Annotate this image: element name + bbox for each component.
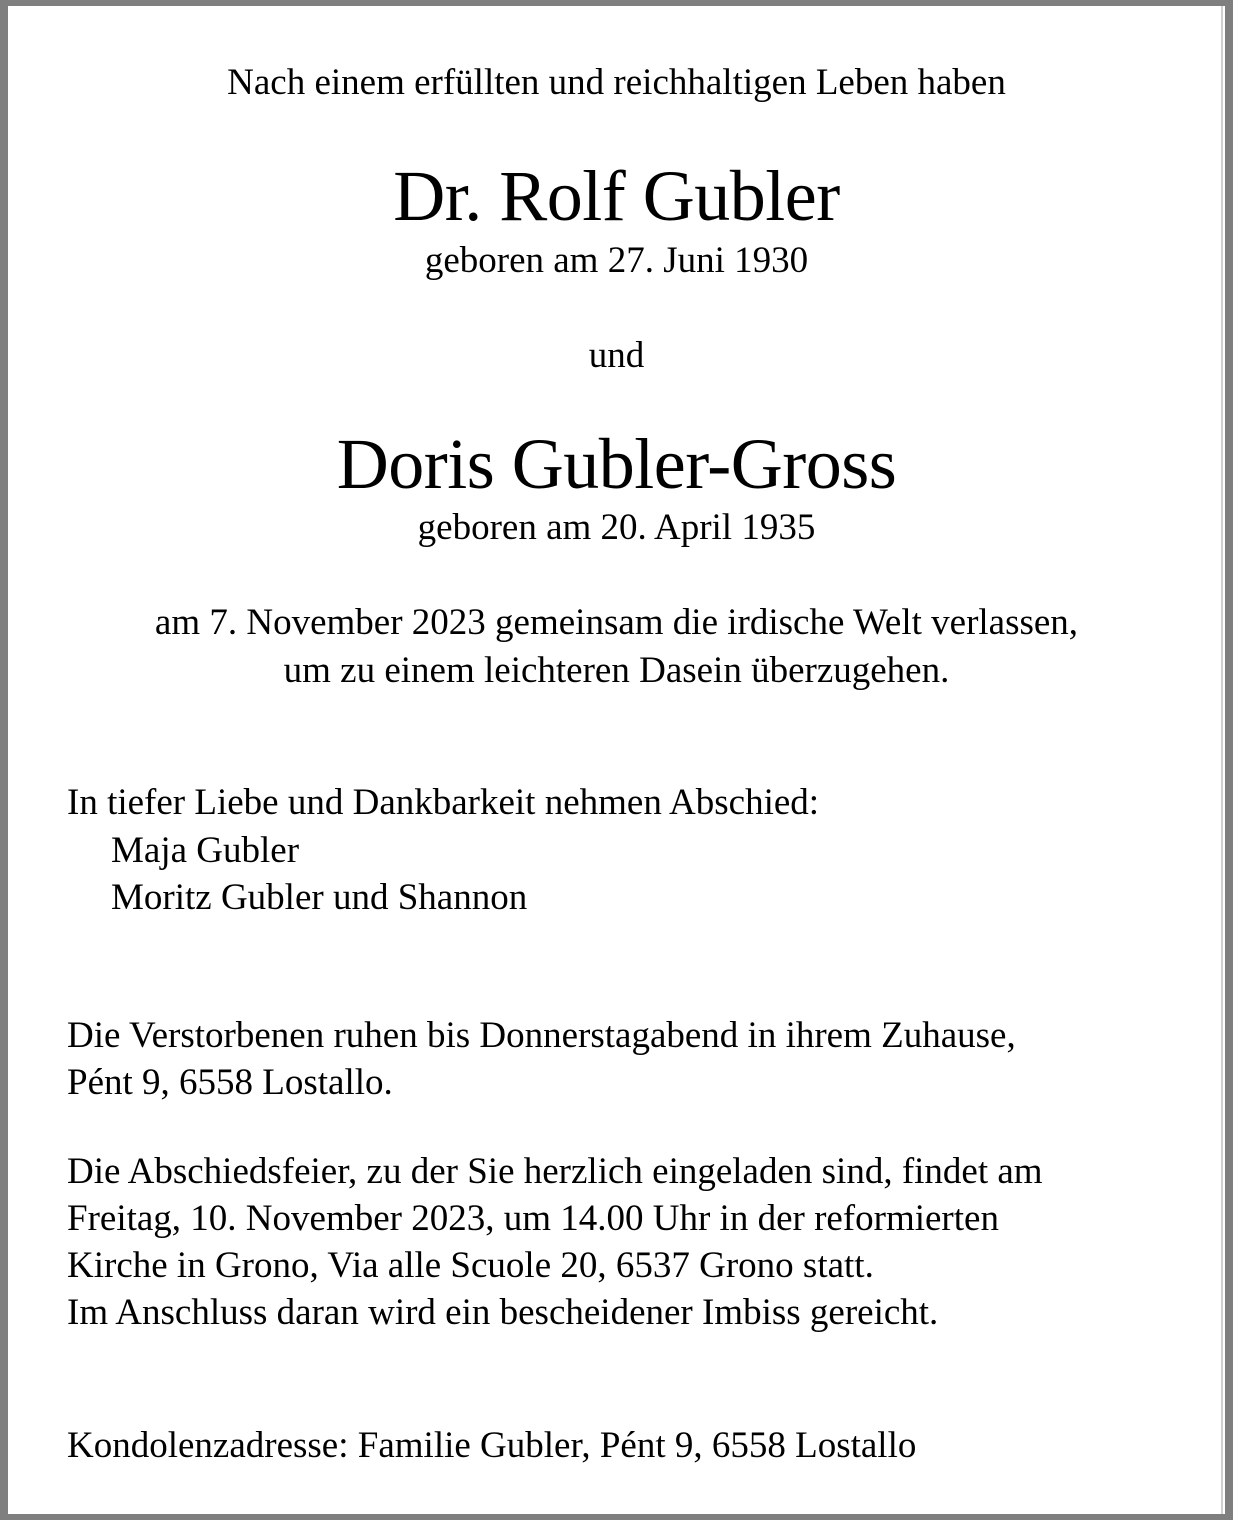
conjunction-text: und bbox=[588, 335, 645, 376]
resting-line: Pént 9, 6558 Lostallo. bbox=[67, 1062, 393, 1103]
ceremony-line: Die Abschiedsfeier, zu der Sie herzlich eingeladen sind, findet am bbox=[67, 1151, 1043, 1192]
birth-date-1: geboren am 27. Juni 1930 bbox=[424, 240, 809, 281]
deceased-name-1: Dr. Rolf Gubler bbox=[393, 156, 840, 236]
deceased-name-2: Doris Gubler-Gross bbox=[336, 424, 897, 504]
ceremony-line: Freitag, 10. November 2023, um 14.00 Uhr in der reformierten bbox=[67, 1198, 999, 1239]
intro-text: Nach einem erfüllten und reichhaltigen Leben haben bbox=[227, 62, 1006, 103]
mourner-name: Maja Gubler bbox=[111, 830, 300, 871]
passing-line: um zu einem leichteren Dasein überzugehen. bbox=[283, 650, 950, 691]
birth-date-2: geboren am 20. April 1935 bbox=[417, 507, 816, 548]
resting-line: Die Verstorbenen ruhen bis Donnerstagabend in ihrem Zuhause, bbox=[67, 1015, 1016, 1056]
passing-line: am 7. November 2023 gemeinsam die irdische Welt verlassen, bbox=[154, 602, 1079, 643]
mourners-heading: In tiefer Liebe und Dankbarkeit nehmen Abschied: bbox=[67, 782, 820, 823]
mourner-name: Moritz Gubler und Shannon bbox=[111, 877, 528, 918]
frame-inner-rule bbox=[1221, 6, 1223, 1514]
condolence-address: Kondolenzadresse: Familie Gubler, Pént 9, 6558 Lostallo bbox=[67, 1425, 917, 1466]
ceremony-line: Kirche in Grono, Via alle Scuole 20, 6537 Grono statt. bbox=[67, 1245, 874, 1286]
ceremony-line: Im Anschluss daran wird ein bescheidener Imbiss gereicht. bbox=[67, 1292, 939, 1333]
